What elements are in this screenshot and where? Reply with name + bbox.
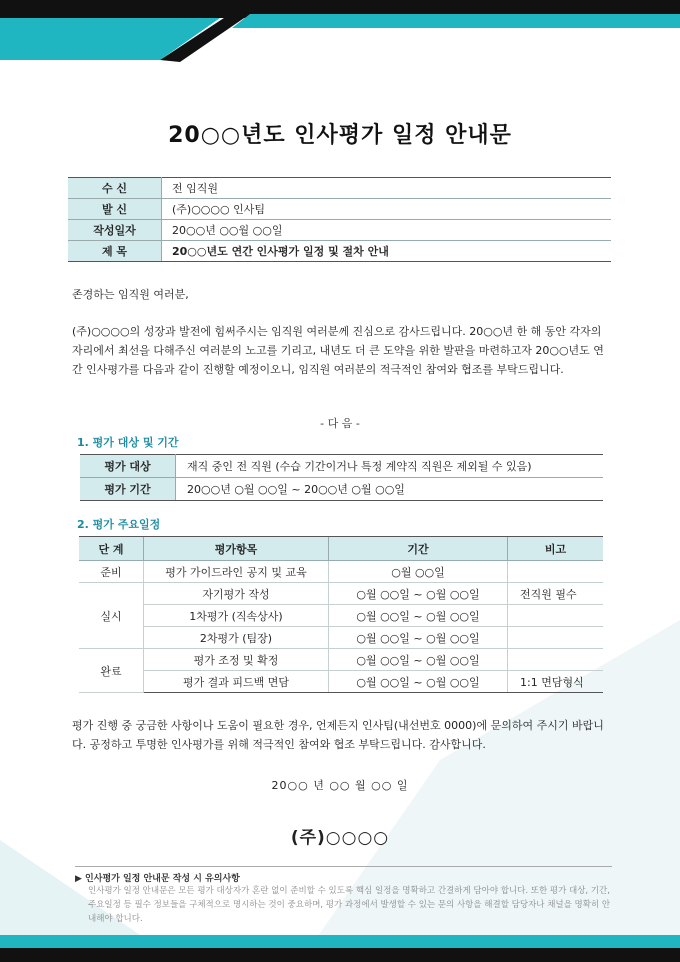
section1-title: 1. 평가 대상 및 기간: [77, 436, 179, 449]
item-cell: 1차평가 (직속상사): [144, 605, 329, 627]
table-row: [79, 671, 603, 693]
note-cell: [508, 649, 604, 671]
row-value: 20○○년 ○월 ○○일 ~ 20○○년 ○월 ○○일: [176, 478, 604, 501]
info-row-recipient: [68, 178, 611, 199]
note-cell: [508, 627, 604, 649]
item-cell: 자기평가 작성: [144, 583, 329, 605]
info-value: 전 임직원: [162, 178, 612, 199]
info-table: [68, 177, 611, 262]
item-cell: 평가 가이드라인 공지 및 교육: [144, 561, 329, 583]
period-cell: ○월 ○○일 ~ ○월 ○○일: [329, 583, 508, 605]
table-row: [80, 478, 603, 501]
info-row-subject: [68, 241, 611, 262]
item-cell: 평가 조정 및 확정: [144, 649, 329, 671]
item-cell: 2차평가 (팀장): [144, 627, 329, 649]
header-note: 비고: [508, 537, 604, 561]
greeting: 존경하는 임직원 여러분,: [72, 288, 189, 301]
info-value: 20○○년 ○○월 ○○일: [162, 220, 612, 241]
tips-heading: ▶ 인사평가 일정 안내문 작성 시 유의사항: [75, 874, 240, 884]
stage-cell: 준비: [79, 561, 144, 583]
body-paragraph: (주)○○○○의 성장과 발전에 힘써주시는 임직원 여러분께 진심으로 감사드립니다. 20○○년 한 해 동안 각자의 자리에서 최선을 다해주신 여러분의 노고를 기리고, 내년도 더 큰 도약을 위한 발판을 마련하고자 20○○년도 연간 인사평가를 다음과 같이 진행할 예정이오니, 임직원 여러분의 적극적인 참여와 협조를 부탁드립니다.: [72, 325, 604, 376]
stage-cell: 실시: [79, 583, 144, 649]
company-name: (주)○○○○: [290, 828, 390, 848]
document-title: 20○○년도 인사평가 일정 안내문: [168, 123, 512, 148]
row-key: 평가 대상: [80, 455, 176, 478]
target-period-table: [80, 454, 603, 501]
table-row: [79, 561, 603, 583]
writing-tips: [75, 866, 612, 926]
row-value: 재직 중인 전 직원 (수습 기간이거나 특정 계약직 직원은 제외될 수 있음): [176, 455, 604, 478]
info-value: (주)○○○○ 인사팀: [162, 199, 612, 220]
document-date: 20○○ 년 ○○ 월 ○○ 일: [271, 779, 409, 792]
header-period: 기간: [329, 537, 508, 561]
info-row-sender: [68, 199, 611, 220]
table-header-row: [79, 537, 603, 561]
header-stage: 단 계: [79, 537, 144, 561]
stage-cell: 완료: [79, 649, 144, 693]
period-cell: ○월 ○○일: [329, 561, 508, 583]
tips-body: 인사평가 일정 안내문은 모든 평가 대상자가 혼란 없이 준비할 수 있도록 핵심 일정을 명확하고 간결하게 담아야 합니다. 또한 평가 대상, 기간, 주요일정 등 필수 정보들을 구체적으로 명시하는 것이 중요하며, 평가 과정에서 발생할 수 있는 문의 사항을 해결할 담당자나 채널을 명확히 안내해야 합니다.: [88, 886, 611, 924]
info-key: 수 신: [68, 178, 162, 199]
period-cell: ○월 ○○일 ~ ○월 ○○일: [329, 605, 508, 627]
info-row-date: [68, 220, 611, 241]
bottom-teal-band: [0, 935, 680, 948]
period-cell: ○월 ○○일 ~ ○월 ○○일: [329, 627, 508, 649]
note-cell: 전직원 필수: [508, 583, 604, 605]
table-row: [79, 627, 603, 649]
info-key: 제 목: [68, 241, 162, 262]
info-key: 작성일자: [68, 220, 162, 241]
period-cell: ○월 ○○일 ~ ○월 ○○일: [329, 649, 508, 671]
note-cell: [508, 561, 604, 583]
note-cell: [508, 605, 604, 627]
table-row: [80, 455, 603, 478]
table-row: [79, 583, 603, 605]
row-key: 평가 기간: [80, 478, 176, 501]
schedule-table: [79, 536, 603, 693]
separator-label: - 다 음 -: [320, 417, 360, 430]
note-cell: 1:1 면담형식: [508, 671, 604, 693]
table-row: [79, 605, 603, 627]
top-teal-stripe: [232, 14, 680, 28]
bottom-dark-band: [0, 948, 680, 962]
info-key: 발 신: [68, 199, 162, 220]
header-item: 평가항목: [144, 537, 329, 561]
table-row: [79, 649, 603, 671]
info-value: 20○○년도 연간 인사평가 일정 및 절차 안내: [162, 241, 612, 262]
closing-paragraph: 평가 진행 중 궁금한 사항이나 도움이 필요한 경우, 언제든지 인사팀(내선번호 0000)에 문의하여 주시기 바랍니다. 공정하고 투명한 인사평가를 위해 적극적인 참여와 협조 부탁드립니다. 감사합니다.: [72, 719, 604, 751]
section2-title: 2. 평가 주요일정: [77, 518, 161, 531]
item-cell: 평가 결과 피드백 면담: [144, 671, 329, 693]
period-cell: ○월 ○○일 ~ ○월 ○○일: [329, 671, 508, 693]
